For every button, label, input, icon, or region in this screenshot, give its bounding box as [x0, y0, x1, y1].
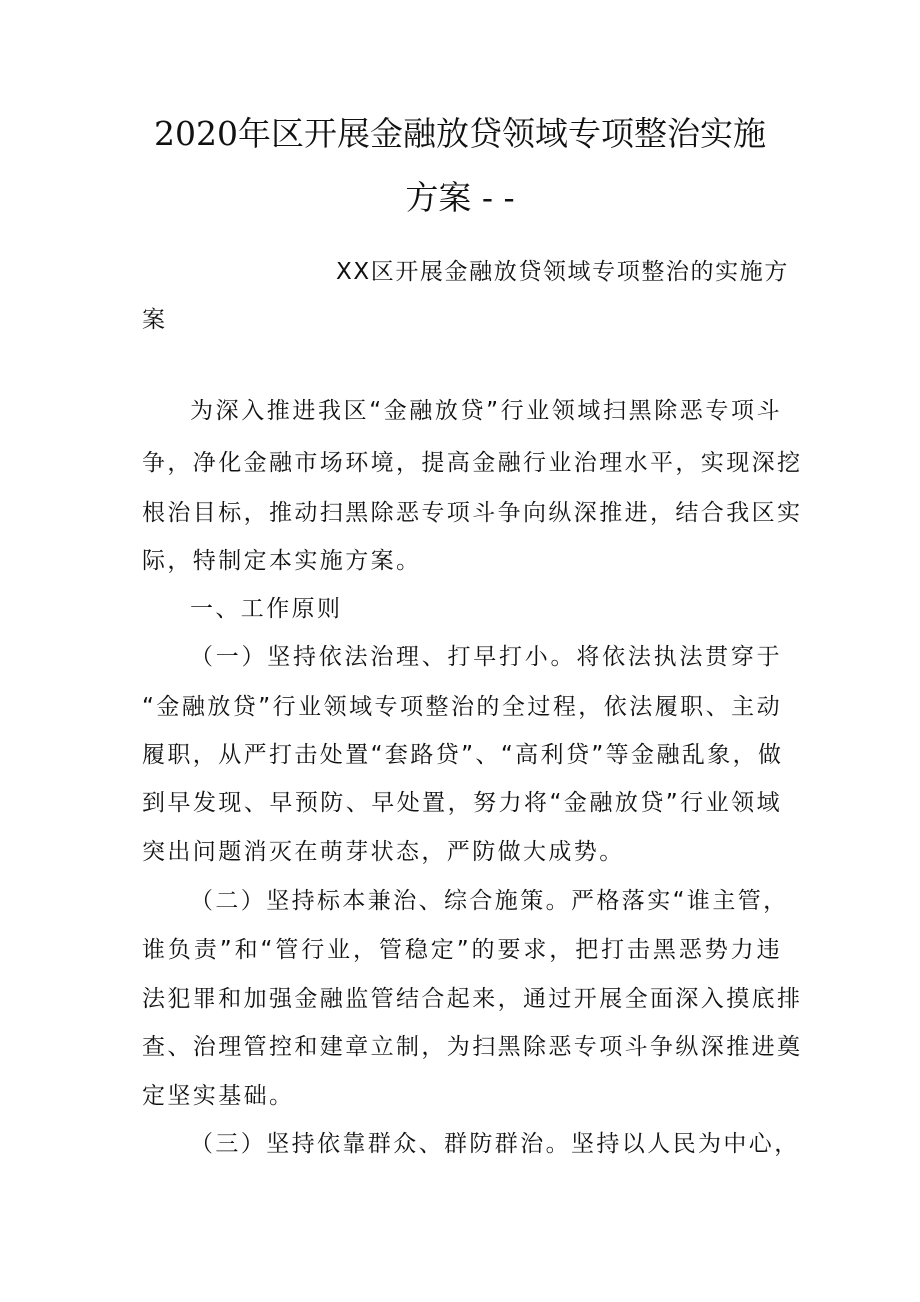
- document-title-line-1: 2020年区开展金融放贷领域专项整治实施: [154, 114, 766, 153]
- paragraph-line: 法犯罪和加强金融监管结合起来，通过开展全面深入摸底排: [142, 986, 803, 1012]
- paragraph-line: 到早发现、早预防、早处置，努力将“金融放贷”行业领域: [142, 790, 782, 816]
- paragraph-line: （二）坚持标本兼治、综合施策。严格落实“谁主管，: [190, 888, 789, 914]
- paragraph-line: 根治目标，推动扫黑除恶专项斗争向纵深推进，结合我区实: [142, 500, 803, 526]
- paragraph-line: （三）坚持依靠群众、群防群治。坚持以人民为中心，: [190, 1131, 800, 1157]
- subtitle-line-2: 案: [142, 307, 168, 333]
- subtitle-line-1: XX区开展金融放贷领域专项整治的实施方: [336, 259, 789, 285]
- paragraph-line: 谁负责”和“管行业，管稳定”的要求，把打击黑恶势力违: [142, 937, 782, 963]
- section-heading: 一、工作原则: [190, 596, 343, 622]
- paragraph-line: 突出问题消灭在萌芽状态，严防做大成势。: [142, 839, 625, 865]
- paragraph-line: （一）坚持依法治理、打早打小。将依法执法贯穿于: [190, 644, 782, 670]
- paragraph-line: 际，特制定本实施方案。: [142, 548, 422, 574]
- paragraph-line: 为深入推进我区“金融放贷”行业领域扫黑除恶专项斗: [190, 398, 782, 424]
- paragraph-line: 履职，从严打击处置“套路贷”、“高利贷”等金融乱象，做: [142, 742, 784, 768]
- paragraph-line: “金融放贷”行业领域专项整治的全过程，依法履职、主动: [142, 694, 782, 720]
- paragraph-line: 定坚实基础。: [142, 1083, 295, 1109]
- paragraph-line: 查、治理管控和建章立制，为扫黑除恶专项斗争纵深推进奠: [142, 1034, 803, 1060]
- document-title-line-2: 方案 - -: [405, 178, 515, 217]
- paragraph-line: 争，净化金融市场环境，提高金融行业治理水平，实现深挖: [142, 450, 803, 476]
